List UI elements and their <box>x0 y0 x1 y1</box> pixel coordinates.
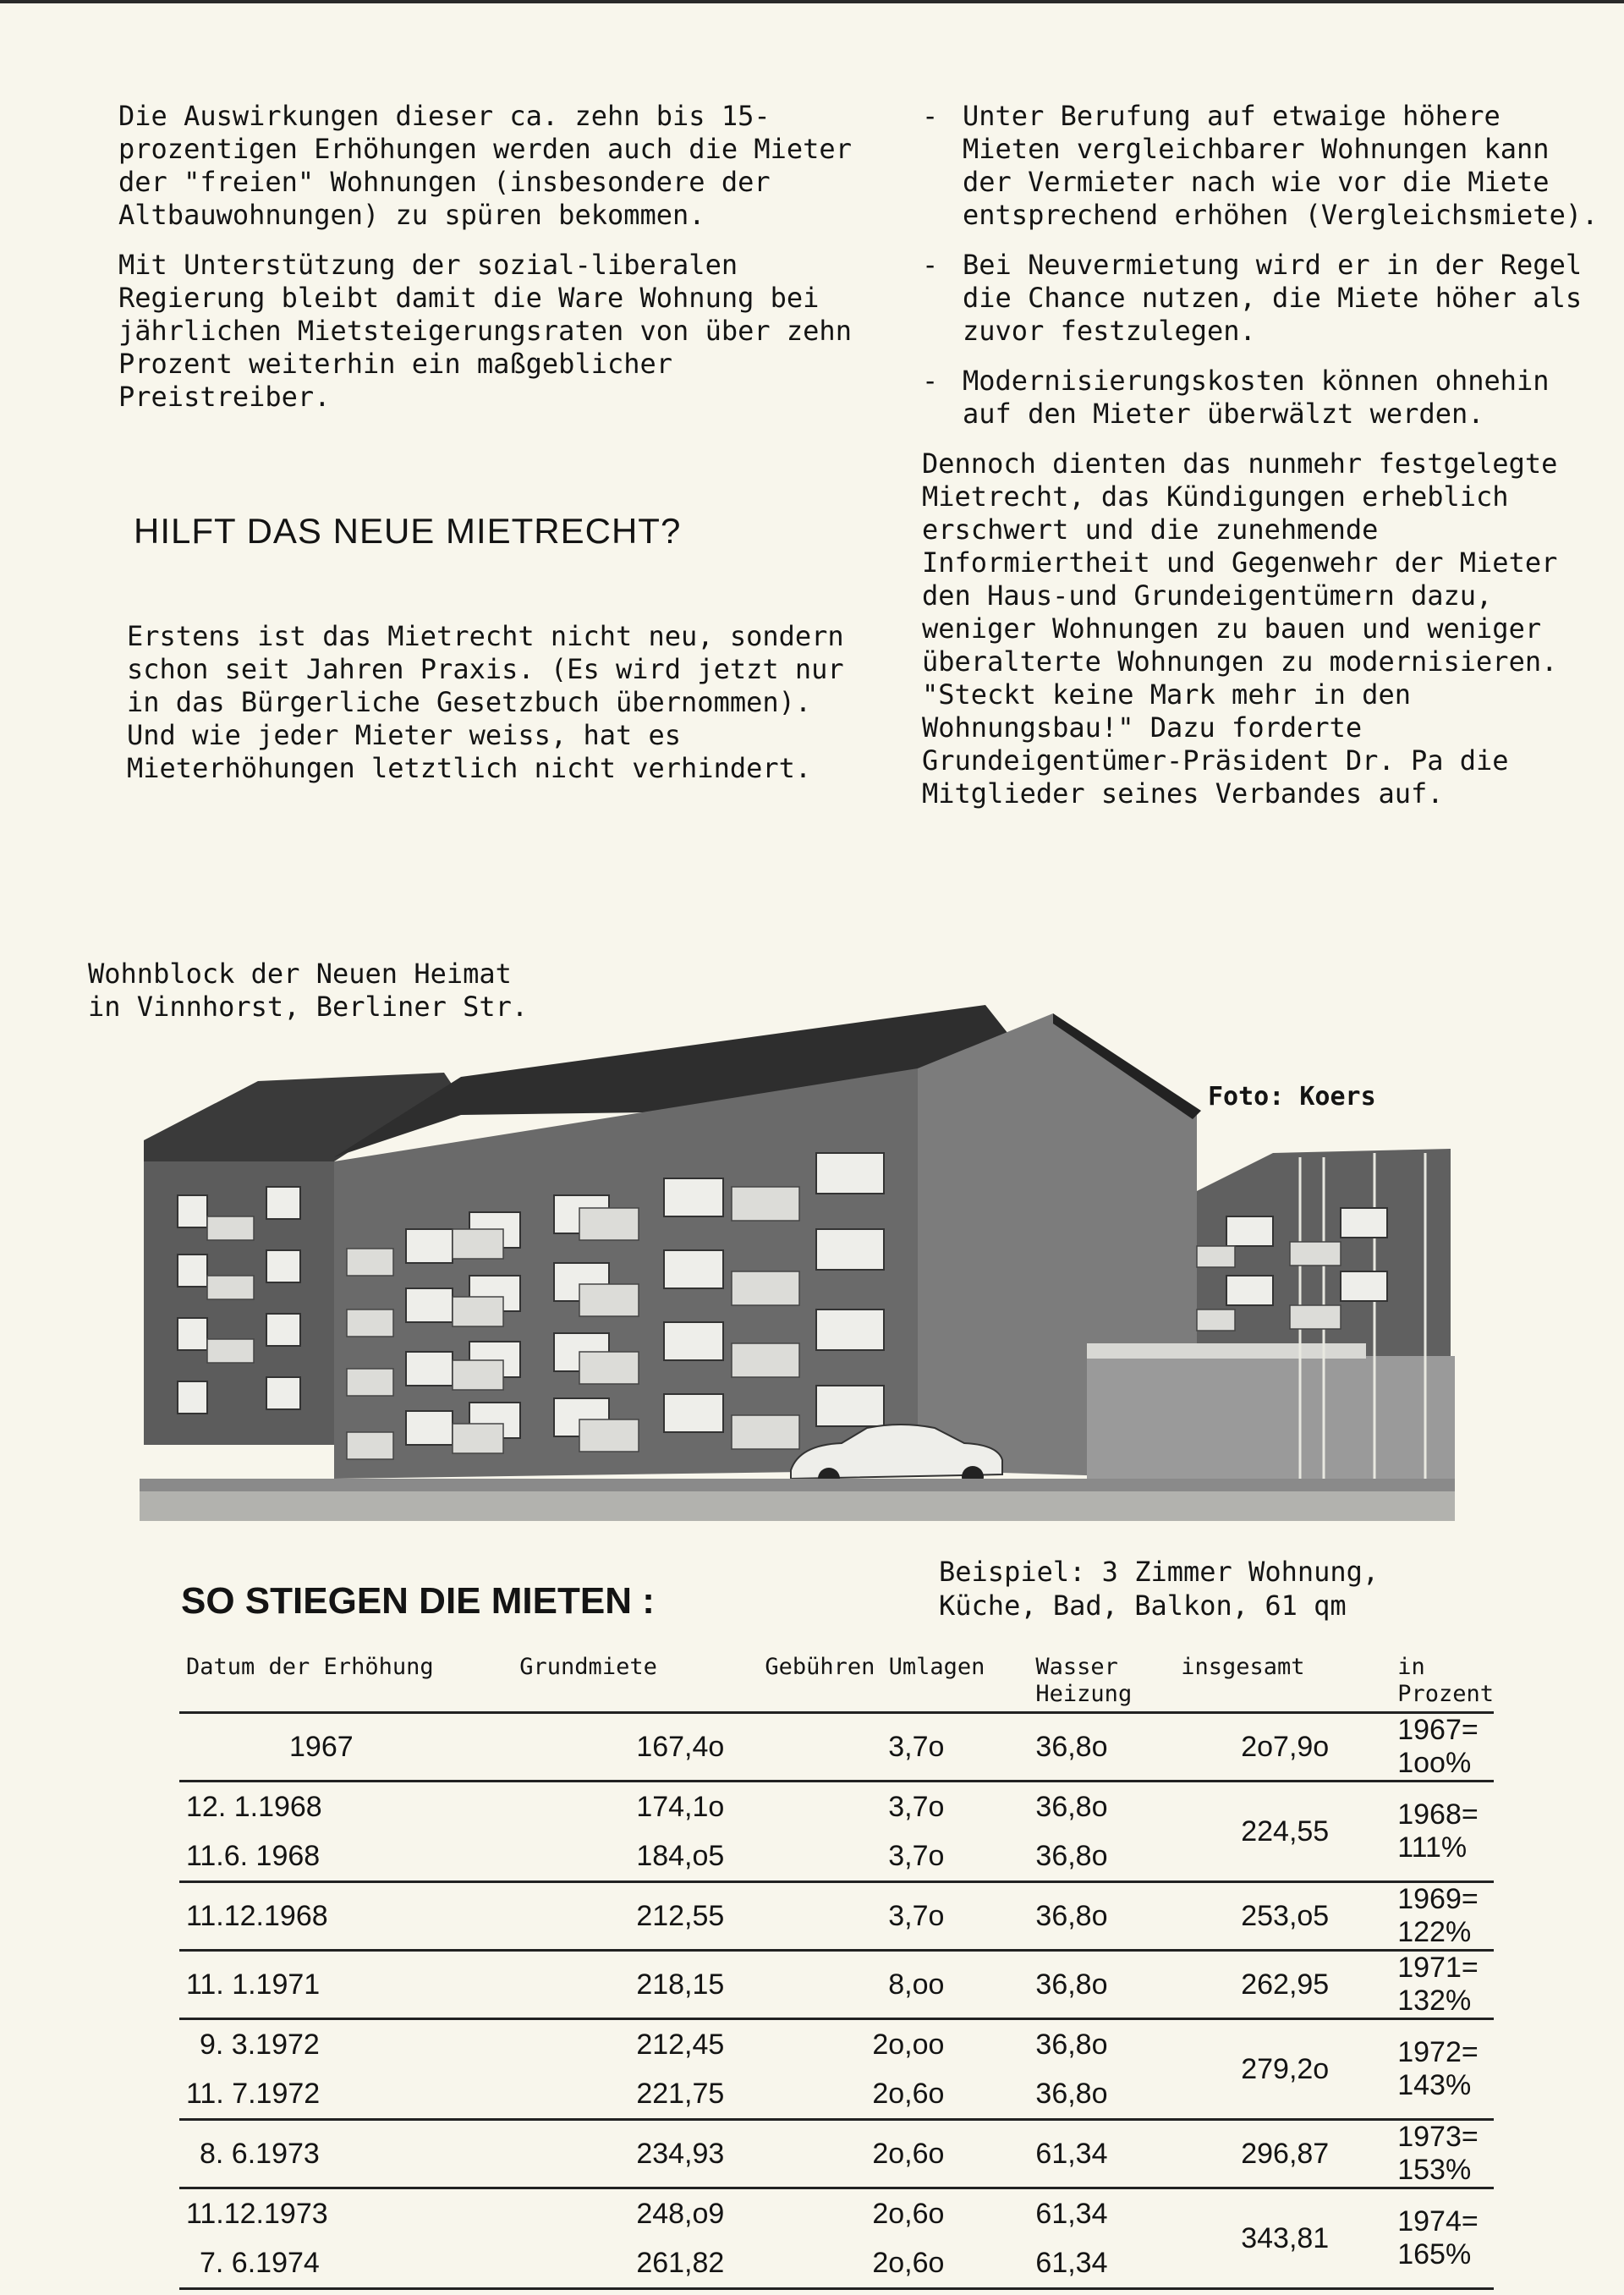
table-header-row <box>179 1654 1494 1713</box>
cell-gebuehren: 2o,6o <box>872 2197 945 2230</box>
cell-grundmiete: 212,45 <box>636 2028 725 2061</box>
header-prozent: in Prozent <box>1389 1654 1494 1713</box>
header-insgesamt: insgesamt <box>1181 1654 1389 1713</box>
cell-gebuehren: 2o,6o <box>765 2120 1029 2188</box>
cell-wasser: 36,8o <box>1029 1951 1181 2019</box>
cell-insgesamt: 343,81 <box>1181 2188 1389 2289</box>
example-description: Beispiel: 3 Zimmer Wohnung, Küche, Bad, Balkon, 61 qm <box>939 1556 1380 1622</box>
cell-gebuehren: 2o,6o <box>765 2238 1029 2289</box>
photo-caption: Wohnblock der Neuen Heimat in Vinnhorst, Berliner Str. <box>88 958 529 1023</box>
cell-date: 9. 3.1972 <box>200 2028 320 2061</box>
cell-gebuehren: 3,7o <box>765 1882 1029 1951</box>
bullet-dash: - <box>922 365 939 397</box>
table-row <box>179 1782 1494 1832</box>
cell-gebuehren: 2o,6o <box>765 2069 1029 2120</box>
cell-gebuehren: 2o,oo <box>872 2028 945 2061</box>
cell-grundmiete: 234,93 <box>519 2120 765 2188</box>
cell-grundmiete: 218,15 <box>519 1951 765 2019</box>
cell-insgesamt: 224,55 <box>1181 1782 1389 1882</box>
cell-wasser: 36,8o <box>1029 1831 1181 1882</box>
cell-prozent: 1972= 143% <box>1389 2019 1494 2120</box>
cell-date: 11.12.1973 <box>186 2197 328 2230</box>
right-column <box>922 100 1599 810</box>
cell-wasser: 36,8o <box>1035 2028 1108 2061</box>
cell-date: 11. 1.1971 <box>179 1951 519 2019</box>
cell-date: 7. 6.1974 <box>179 2238 519 2289</box>
cell-date: 11.12.1968 <box>179 1882 519 1951</box>
header-date: Datum der Erhöhung <box>179 1654 519 1713</box>
cell-date: 11.6. 1968 <box>179 1831 519 1882</box>
table-row <box>179 2188 1494 2239</box>
cell-gebuehren: 3,7o <box>765 1713 1029 1782</box>
paragraph-dennoch: Dennoch dienten das nunmehr festgelegte Mietrecht, das Kündigungen erheblich erschwert und die zunehmende Informiertheit und Gegenwehr der Mieter den Haus-und Grundeigentümern dazu, weniger Wohnungen zu bauen und weniger überalterte Wohnungen zu modernisieren. "Steckt keine Mark mehr in den Wohnungsbau!" Dazu forderte Grundeigentümer-Präsident Dr. Pa die Mitglieder seines Verbandes auf. <box>922 447 1558 810</box>
photo-credit: Foto: Koers <box>1208 1082 1376 1112</box>
cell-wasser: 61,34 <box>1029 2120 1181 2188</box>
bullet-dash: - <box>922 100 939 132</box>
header-gebuehren: Gebühren Umlagen <box>765 1654 1029 1713</box>
table-row <box>179 1713 1494 1782</box>
cell-grundmiete: 184,o5 <box>519 1831 765 1882</box>
cell-date: 11. 7.1972 <box>179 2069 519 2120</box>
cell-wasser: 61,34 <box>1035 2197 1108 2230</box>
bullet-text: Bei Neuvermietung wird er in der Regel die Chance nutzen, die Miete höher als zuvor festzulegen. <box>963 249 1583 347</box>
cell-gebuehren: 3,7o <box>765 1831 1029 1882</box>
paragraph-unterstuetzung: Mit Unterstützung der sozial-liberalen Regierung bleibt damit die Ware Wohnung bei jährlichen Mietsteigerungsraten von über zehn Prozent weiterhin ein maßgeblicher Preistreiber. <box>118 249 852 413</box>
cell-grundmiete: 174,1o <box>636 1790 725 1823</box>
cell-insgesamt: 2o7,9o <box>1181 1713 1389 1782</box>
bullet-text: Modernisierungskosten können ohnehin auf den Mieter überwälzt werden. <box>963 365 1550 430</box>
section-heading-mieten: SO STIEGEN DIE MIETEN : <box>181 1580 655 1622</box>
cell-date: 1967 <box>179 1713 519 1782</box>
cell-prozent: 1973= 153% <box>1389 2120 1494 2188</box>
table-row <box>179 2019 1494 2070</box>
cell-prozent: 1969= 122% <box>1389 1882 1494 1951</box>
paragraph-erstens: Erstens ist das Mietrecht nicht neu, sondern schon seit Jahren Praxis. (Es wird jetzt nur in das Bürgerliche Gesetzbuch übernommen). Und wie jeder Mieter weiss, hat es Mieterhöhungen letztlich nicht verhindert. <box>127 620 844 784</box>
header-wasser: Wasser Heizung <box>1029 1654 1181 1713</box>
cell-grundmiete: 261,82 <box>519 2238 765 2289</box>
table-row <box>179 2120 1494 2188</box>
cell-prozent: 1974= 165% <box>1389 2188 1494 2289</box>
cell-gebuehren: 8,oo <box>765 1951 1029 2019</box>
paragraph-auswirkungen: Die Auswirkungen dieser ca. zehn bis 15-prozentigen Erhöhungen werden auch die Mieter der "freien" Wohnungen (insbesondere der Altbauwohnungen) zu spüren bekommen. <box>118 100 852 231</box>
left-column <box>118 100 880 431</box>
top-border-line <box>0 0 1624 3</box>
cell-date: 12. 1.1968 <box>186 1790 322 1823</box>
cell-wasser: 61,34 <box>1029 2238 1181 2289</box>
cell-wasser: 36,8o <box>1029 2069 1181 2120</box>
cell-prozent: 1968= 111% <box>1389 1782 1494 1882</box>
cell-wasser: 36,8o <box>1029 1713 1181 1782</box>
section-heading-mietrecht: HILFT DAS NEUE MIETRECHT? <box>134 511 682 551</box>
bullet-dash: - <box>922 249 939 281</box>
bullet-item <box>922 365 1599 431</box>
cell-insgesamt: 279,2o <box>1181 2019 1389 2120</box>
bullet-item <box>922 249 1599 348</box>
bullet-item <box>922 100 1599 232</box>
table-row <box>179 1882 1494 1951</box>
cell-grundmiete: 212,55 <box>519 1882 765 1951</box>
cell-grundmiete: 167,4o <box>519 1713 765 1782</box>
cell-wasser: 36,8o <box>1029 1882 1181 1951</box>
cell-grundmiete: 221,75 <box>519 2069 765 2120</box>
apartment-building-photo <box>140 937 1455 1521</box>
cell-wasser: 36,8o <box>1035 1790 1108 1823</box>
bullet-text: Unter Berufung auf etwaige höhere Mieten vergleichbarer Wohnungen kann der Vermieter nach wie vor die Miete entsprechend erhöhen (Vergleichsmiete). <box>963 100 1599 231</box>
rent-table <box>179 1654 1494 2290</box>
cell-prozent: 1971= 132% <box>1389 1951 1494 2019</box>
cell-prozent: 1967= 1oo% <box>1389 1713 1494 1782</box>
cell-insgesamt: 296,87 <box>1181 2120 1389 2188</box>
table-row <box>179 1951 1494 2019</box>
cell-gebuehren: 3,7o <box>888 1790 945 1823</box>
cell-grundmiete: 248,o9 <box>636 2197 725 2230</box>
header-grundmiete: Grundmiete <box>519 1654 765 1713</box>
cell-insgesamt: 253,o5 <box>1181 1882 1389 1951</box>
cell-date: 8. 6.1973 <box>179 2120 519 2188</box>
cell-insgesamt: 262,95 <box>1181 1951 1389 2019</box>
